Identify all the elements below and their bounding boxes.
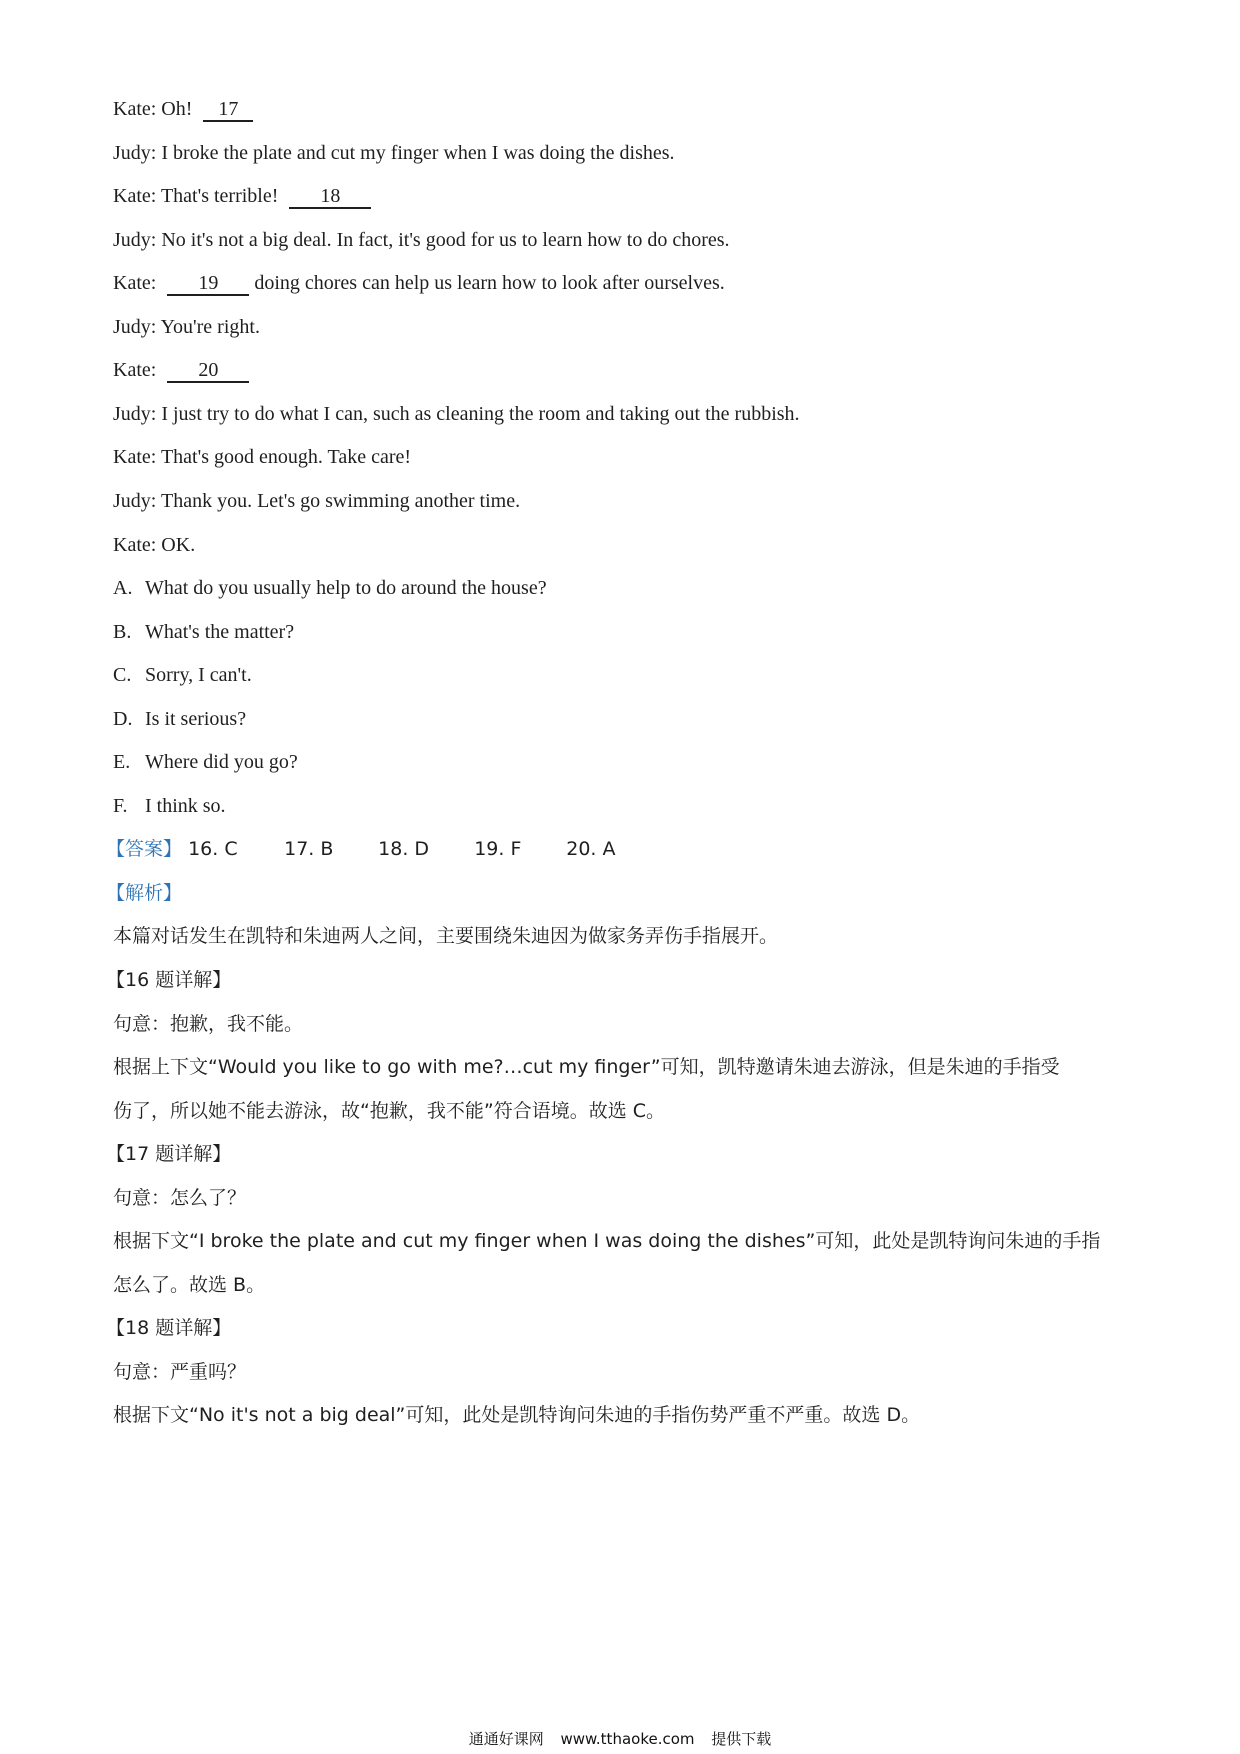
footer-site-name: 通通好课网 [468, 1730, 544, 1748]
option-e: E. Where did you go? [113, 751, 298, 773]
answer-label: 【答案】 [106, 838, 183, 860]
answer-item: 17. B [284, 838, 334, 860]
analysis-intro: 本篇对话发生在凯特和朱迪两人之间，主要围绕朱迪因为做家务弄伤手指展开。 [113, 925, 779, 947]
detail-meaning: 句意：怎么了？ [113, 1187, 247, 1209]
dialogue-line: Kate: OK. [113, 534, 196, 556]
detail-heading: 【18 题详解】 [106, 1317, 232, 1339]
answer-item: 18. D [378, 838, 430, 860]
detail-explanation: 伤了，所以她不能去游泳，故“抱歉，我不能”符合语境。故选 C。 [113, 1100, 665, 1122]
detail-explanation: 根据上下文“Would you like to go with me?…cut my finger”可知，凯特邀请朱迪去游泳，但是朱迪的手指受 [113, 1056, 1060, 1078]
answer-blank: 20 [167, 359, 249, 383]
answer-item: 20. A [566, 838, 616, 860]
answer-blank: 17 [203, 98, 253, 122]
detail-explanation: 根据下文“I broke the plate and cut my finger when I was doing the dishes”可知，此处是凯特询问朱迪的手指 [113, 1230, 1101, 1252]
detail-meaning: 句意：严重吗？ [113, 1361, 247, 1383]
option-d: D. Is it serious? [113, 708, 247, 730]
option-a: A. What do you usually help to do around the house? [113, 577, 547, 599]
dialogue-line: Judy: You're right. [113, 316, 260, 338]
page-footer [0, 1728, 1240, 1749]
answer-blank: 19 [167, 272, 249, 296]
analysis-label: 【解析】 [106, 882, 183, 904]
answer-item: 16. C [188, 838, 238, 860]
dialogue-line: Judy: I broke the plate and cut my finger when I was doing the dishes. [113, 142, 675, 164]
dialogue-line-19: Kate: 19 doing chores can help us learn how to look after ourselves. [113, 272, 725, 294]
option-c: C. Sorry, I can't. [113, 664, 252, 686]
dialogue-line: Judy: No it's not a big deal. In fact, it's good for us to learn how to do chores. [113, 229, 730, 251]
option-b: B. What's the matter? [113, 621, 295, 643]
dialogue-line: Judy: I just try to do what I can, such as cleaning the room and taking out the rubbish. [113, 403, 800, 425]
detail-meaning: 句意：抱歉，我不能。 [113, 1013, 304, 1035]
option-f: F. I think so. [113, 795, 226, 817]
detail-explanation: 根据下文“No it's not a big deal”可知，此处是凯特询问朱迪的手指伤势严重不严重。故选 D。 [113, 1404, 921, 1426]
detail-explanation: 怎么了。故选 B。 [113, 1274, 266, 1296]
dialogue-line-20: Kate: 20 [113, 357, 249, 383]
dialogue-line-18: Kate: That's terrible! 18 [113, 183, 371, 209]
answer-blank: 18 [289, 185, 371, 209]
answer-row [106, 836, 616, 862]
detail-heading: 【17 题详解】 [106, 1143, 232, 1165]
dialogue-line: Kate: That's good enough. Take care! [113, 446, 412, 468]
dialogue-line-17: Kate: Oh! 17 [113, 96, 253, 122]
dialogue-line: Judy: Thank you. Let's go swimming another time. [113, 490, 521, 512]
answer-item: 19. F [474, 838, 522, 860]
footer-suffix: 提供下载 [711, 1730, 772, 1748]
detail-heading: 【16 题详解】 [106, 969, 232, 991]
footer-url[interactable]: www.tthaoke.com [560, 1730, 695, 1748]
